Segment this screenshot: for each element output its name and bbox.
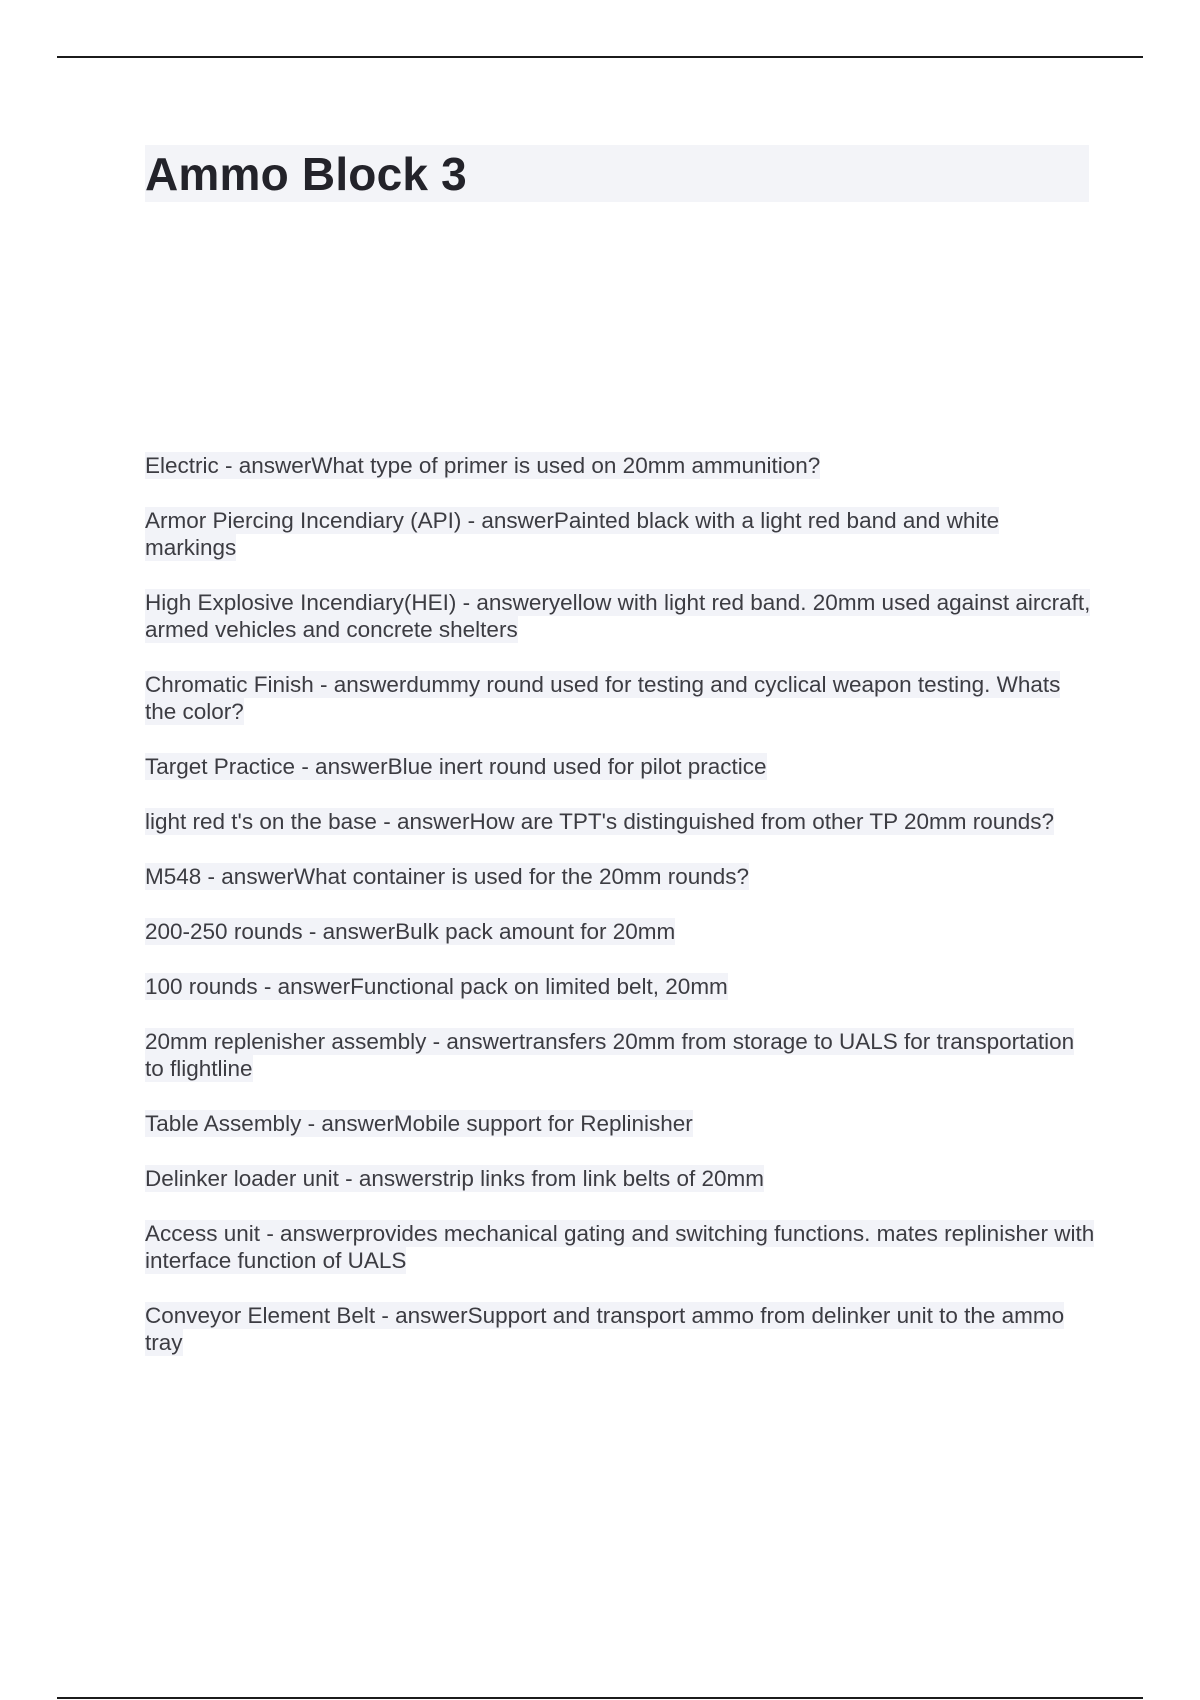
flashcard-definition: Blue inert round used for pilot practice (387, 754, 767, 779)
flashcard-term: Electric (145, 453, 219, 478)
flashcard-separator: - answer (338, 1166, 432, 1191)
bottom-rule (57, 1697, 1143, 1699)
flashcard-item (145, 507, 1095, 561)
flashcard-separator: - answer (302, 919, 396, 944)
flashcard-separator: - answer (257, 974, 351, 999)
flashcard-item (145, 753, 1095, 780)
flashcard-term: Chromatic Finish (145, 672, 314, 697)
flashcard-item (145, 973, 1095, 1000)
flashcard-definition: Mobile support for Replinisher (393, 1111, 693, 1136)
flashcard-separator: - answer (375, 1303, 468, 1328)
flashcard-item (145, 1165, 1095, 1192)
flashcard-definition: Functional pack on limited belt, 20mm (350, 974, 728, 999)
flashcard-item (145, 1110, 1095, 1137)
flashcard-definition: Painted black with a light red band and white markings (145, 508, 1000, 560)
flashcard-term: Target Practice (145, 754, 296, 779)
flashcard-term: M548 (145, 864, 202, 889)
flashcard-term: Armor Piercing Incendiary (API) (145, 508, 462, 533)
flashcard-definition: Support and transport ammo from delinker unit to the ammo tray (145, 1303, 1065, 1355)
flashcard-item (145, 1220, 1095, 1274)
flashcard-definition: strip links from link belts of 20mm (431, 1166, 764, 1191)
flashcard-definition: Bulk pack amount for 20mm (395, 919, 676, 944)
flashcard-separator: - answer (201, 864, 294, 889)
flashcard-definition: dummy round used for testing and cyclical weapon testing. Whats the color? (145, 672, 1061, 724)
flashcard-item (145, 671, 1095, 725)
flashcard-separator: - answer (301, 1111, 394, 1136)
flashcard-separator: - answer (376, 809, 470, 834)
flashcard-definition: provides mechanical gating and switching functions. mates replinisher with interface function of UALS (145, 1221, 1095, 1273)
flashcard-definition: What container is used for the 20mm rounds? (293, 864, 750, 889)
flashcard-term: light red t's on the base (145, 809, 377, 834)
document-title: Ammo Block 3 (145, 148, 467, 200)
flashcard-term: Conveyor Element Belt (145, 1303, 376, 1328)
flashcard-term: 20mm replenisher assembly (145, 1029, 427, 1054)
flashcard-separator: - answer (456, 590, 549, 615)
flashcard-term: 100 rounds (145, 974, 258, 999)
flashcard-item (145, 1302, 1095, 1356)
flashcard-item (145, 452, 1095, 479)
flashcard-definition: What type of primer is used on 20mm ammunition? (311, 453, 821, 478)
flashcard-term: Delinker loader unit (145, 1166, 339, 1191)
flashcard-item (145, 589, 1095, 643)
flashcard-item (145, 918, 1095, 945)
flashcard-separator: - answer (461, 508, 554, 533)
flashcard-term: Table Assembly (145, 1111, 302, 1136)
flashcard-item (145, 863, 1095, 890)
flashcard-definition: transfers 20mm from storage to UALS for transportation to flightline (145, 1029, 1075, 1081)
flashcard-separator: - answer (295, 754, 388, 779)
flashcard-list (145, 452, 1095, 1384)
flashcard-term: High Explosive Incendiary(HEI) (145, 590, 457, 615)
flashcard-item (145, 1028, 1095, 1082)
flashcard-separator: - answer (313, 672, 407, 697)
flashcard-separator: - answer (426, 1029, 519, 1054)
flashcard-item (145, 808, 1095, 835)
flashcard-term: Access unit (145, 1221, 261, 1246)
flashcard-separator: - answer (218, 453, 312, 478)
flashcard-term: 200-250 rounds (145, 919, 303, 944)
top-rule (57, 56, 1143, 58)
flashcard-definition: How are TPT's distinguished from other TP 20mm rounds? (469, 809, 1055, 834)
flashcard-separator: - answer (260, 1221, 353, 1246)
flashcard-definition: yellow with light red band. 20mm used against aircraft, armed vehicles and concrete shelters (145, 590, 1091, 642)
